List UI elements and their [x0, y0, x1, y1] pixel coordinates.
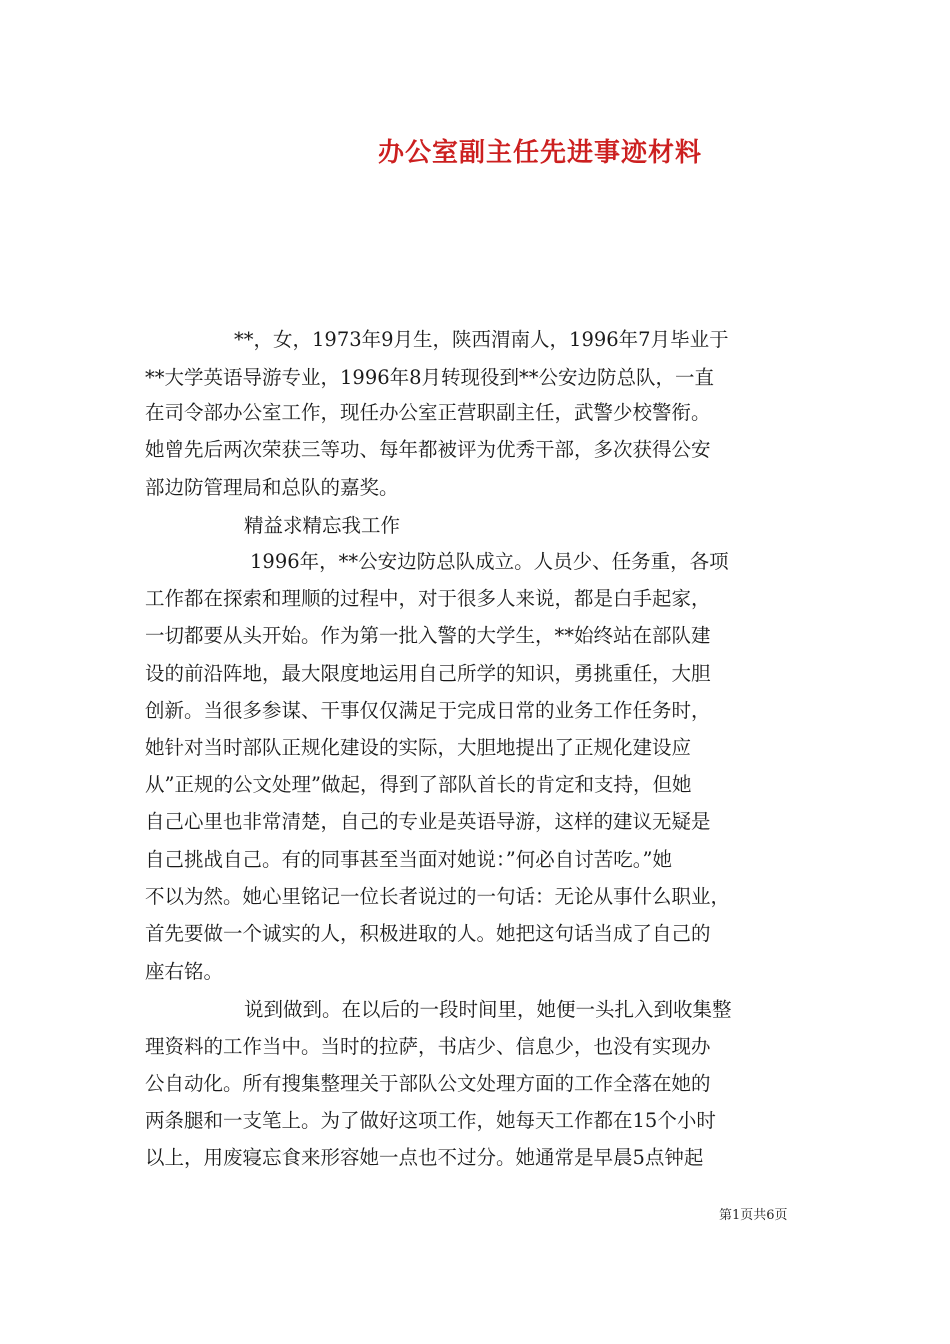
- page-number: 第1页共6页: [719, 1208, 788, 1223]
- text-line: 1996年，**公安边防总队成立。人员少、任务重，各项: [250, 550, 729, 573]
- text-line: 公自动化。所有搜集整理关于部队公文处理方面的工作全落在她的: [145, 1072, 711, 1095]
- text-line: 工作都在探索和理顺的过程中，对于很多人来说，都是白手起家，: [145, 587, 711, 610]
- section-heading: 精益求精忘我工作: [244, 514, 401, 537]
- text-line: 首先要做一个诚实的人，积极进取的人。她把这句话当成了自己的: [145, 922, 711, 945]
- text-line: 自己心里也非常清楚，自己的专业是英语导游，这样的建议无疑是: [145, 810, 711, 833]
- text-line: 她曾先后两次荣获三等功、每年都被评为优秀干部，多次获得公安: [145, 438, 711, 461]
- text-line: **大学英语导游专业，1996年8月转现役到**公安边防总队，一直: [145, 366, 715, 389]
- text-line: 创新。当很多参谋、干事仅仅满足于完成日常的业务工作任务时，: [145, 699, 711, 722]
- text-line: 说到做到。在以后的一段时间里，她便一头扎入到收集整: [244, 998, 732, 1021]
- text-line: 座右铭。: [145, 960, 224, 983]
- text-line: 从”正规的公文处理”做起，得到了部队首长的肯定和支持，但她: [145, 773, 692, 796]
- text-line: 理资料的工作当中。当时的拉萨，书店少、信息少，也没有实现办: [145, 1035, 711, 1058]
- text-line: 在司令部办公室工作，现任办公室正营职副主任，武警少校警衔。: [145, 401, 711, 424]
- text-line: **，女，1973年9月生，陕西渭南人，1996年7月毕业于: [234, 328, 729, 351]
- text-line: 部边防管理局和总队的嘉奖。: [145, 476, 399, 499]
- text-line: 她针对当时部队正规化建设的实际，大胆地提出了正规化建设应: [145, 736, 692, 759]
- text-line: 自己挑战自己。有的同事甚至当面对她说：”何必自讨苦吃。”她: [145, 848, 672, 871]
- document-title: 办公室副主任先进事迹材料: [377, 138, 702, 168]
- text-line: 一切都要从头开始。作为第一批入警的大学生，**始终站在部队建: [145, 624, 711, 647]
- text-line: 以上，用废寝忘食来形容她一点也不过分。她通常是早晨5点钟起: [145, 1146, 704, 1169]
- text-line: 两条腿和一支笔上。为了做好这项工作，她每天工作都在15个小时: [145, 1109, 716, 1132]
- text-line: 不以为然。她心里铭记一位长者说过的一句话：无论从事什么职业，: [145, 885, 731, 908]
- text-line: 设的前沿阵地，最大限度地运用自己所学的知识，勇挑重任，大胆: [145, 662, 711, 685]
